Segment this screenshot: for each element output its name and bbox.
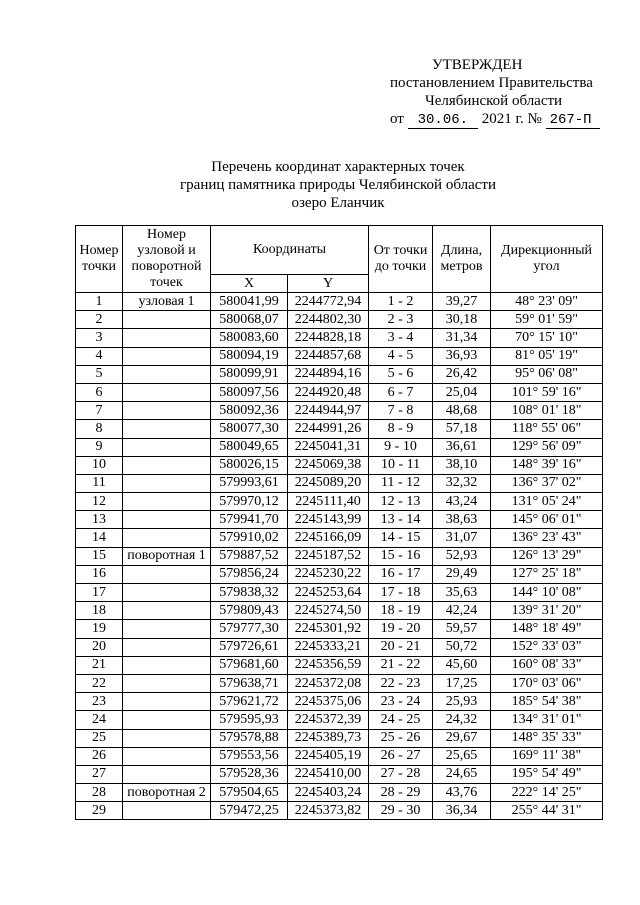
- coord-y-cell: 2245333,21: [288, 638, 369, 656]
- header-bearing: [491, 226, 603, 293]
- coord-x-cell: 579578,88: [211, 729, 288, 747]
- coord-x-cell: 580026,15: [211, 456, 288, 474]
- table-row: [76, 656, 603, 674]
- length-cell: 25,04: [433, 383, 491, 401]
- point-number-cell: 2: [76, 311, 123, 329]
- node-type-cell: [123, 329, 211, 347]
- coord-x-cell: 580097,56: [211, 383, 288, 401]
- coord-x-cell: 579910,02: [211, 529, 288, 547]
- header-line: узловой и: [137, 243, 196, 258]
- segment-cell: 8 - 9: [369, 420, 433, 438]
- length-cell: 59,57: [433, 620, 491, 638]
- length-cell: 35,63: [433, 584, 491, 602]
- coord-x-cell: 580083,60: [211, 329, 288, 347]
- coord-x-cell: 580094,19: [211, 347, 288, 365]
- length-cell: 24,32: [433, 711, 491, 729]
- table-row: [76, 747, 603, 765]
- document-title-line-1: Перечень координат характерных точек: [211, 159, 465, 175]
- segment-cell: 20 - 21: [369, 638, 433, 656]
- table-row: [76, 493, 603, 511]
- header-y: Y: [288, 275, 369, 293]
- length-cell: 31,34: [433, 329, 491, 347]
- coord-y-cell: 2245187,52: [288, 547, 369, 565]
- resolution-number: 267-П: [546, 113, 600, 129]
- point-number-cell: 28: [76, 784, 123, 802]
- segment-cell: 26 - 27: [369, 747, 433, 765]
- coord-y-cell: 2244991,26: [288, 420, 369, 438]
- bearing-cell: 118° 55' 06": [491, 420, 603, 438]
- bearing-cell: 48° 23' 09": [491, 293, 603, 311]
- segment-cell: 13 - 14: [369, 511, 433, 529]
- coord-x-cell: 579472,25: [211, 802, 288, 820]
- coord-x-cell: 580068,07: [211, 311, 288, 329]
- coord-y-cell: 2245301,92: [288, 620, 369, 638]
- point-number-cell: 14: [76, 529, 123, 547]
- table-row: [76, 438, 603, 456]
- segment-cell: 21 - 22: [369, 656, 433, 674]
- table-row: [76, 693, 603, 711]
- table-row: [76, 293, 603, 311]
- segment-cell: 17 - 18: [369, 584, 433, 602]
- coord-x-cell: 579941,70: [211, 511, 288, 529]
- coord-x-cell: 579528,36: [211, 765, 288, 783]
- segment-cell: 16 - 17: [369, 565, 433, 583]
- node-type-cell: [123, 711, 211, 729]
- table-row: [76, 365, 603, 383]
- point-number-cell: 12: [76, 493, 123, 511]
- bearing-cell: 126° 13' 29": [491, 547, 603, 565]
- table-row: [76, 638, 603, 656]
- approval-date-line: [390, 110, 600, 129]
- bearing-cell: 59° 01' 59": [491, 311, 603, 329]
- bearing-cell: 148° 18' 49": [491, 620, 603, 638]
- node-type-cell: [123, 438, 211, 456]
- header-line: От точки: [373, 243, 428, 258]
- node-type-cell: [123, 693, 211, 711]
- point-number-cell: 25: [76, 729, 123, 747]
- length-cell: 57,18: [433, 420, 491, 438]
- point-number-cell: 13: [76, 511, 123, 529]
- segment-cell: 27 - 28: [369, 765, 433, 783]
- bearing-cell: 131° 05' 24": [491, 493, 603, 511]
- node-type-cell: [123, 565, 211, 583]
- coord-x-cell: 580092,36: [211, 402, 288, 420]
- length-cell: 50,72: [433, 638, 491, 656]
- bearing-cell: 101° 59' 16": [491, 383, 603, 401]
- node-type-cell: [123, 729, 211, 747]
- point-number-cell: 20: [76, 638, 123, 656]
- coord-y-cell: 2245166,09: [288, 529, 369, 547]
- node-type-cell: поворотная 2: [123, 784, 211, 802]
- segment-cell: 18 - 19: [369, 602, 433, 620]
- node-type-cell: [123, 620, 211, 638]
- coord-x-cell: 579621,72: [211, 693, 288, 711]
- bearing-cell: 160° 08' 33": [491, 656, 603, 674]
- point-number-cell: 1: [76, 293, 123, 311]
- coord-y-cell: 2245372,08: [288, 674, 369, 692]
- point-number-cell: 11: [76, 474, 123, 492]
- table-row: [76, 511, 603, 529]
- point-number-cell: 10: [76, 456, 123, 474]
- segment-cell: 14 - 15: [369, 529, 433, 547]
- bearing-cell: 134° 31' 01": [491, 711, 603, 729]
- segment-cell: 4 - 5: [369, 347, 433, 365]
- length-cell: 39,27: [433, 293, 491, 311]
- header-line: угол: [533, 259, 560, 274]
- node-type-cell: [123, 674, 211, 692]
- header-line: точек: [150, 275, 183, 290]
- node-type-cell: [123, 420, 211, 438]
- table-row: [76, 565, 603, 583]
- coord-y-cell: 2245405,19: [288, 747, 369, 765]
- length-cell: 29,67: [433, 729, 491, 747]
- coord-x-cell: 579970,12: [211, 493, 288, 511]
- length-cell: 43,24: [433, 493, 491, 511]
- node-type-cell: [123, 584, 211, 602]
- node-type-cell: [123, 493, 211, 511]
- coord-x-cell: 579777,30: [211, 620, 288, 638]
- node-type-cell: [123, 511, 211, 529]
- point-number-cell: 21: [76, 656, 123, 674]
- node-type-cell: поворотная 1: [123, 547, 211, 565]
- header-line: Дирекционный: [501, 243, 592, 258]
- bearing-cell: 148° 35' 33": [491, 729, 603, 747]
- coord-x-cell: 580041,99: [211, 293, 288, 311]
- point-number-cell: 29: [76, 802, 123, 820]
- coord-y-cell: 2244894,16: [288, 365, 369, 383]
- coord-y-cell: 2245372,39: [288, 711, 369, 729]
- node-type-cell: [123, 765, 211, 783]
- approval-line-region: Челябинской области: [425, 93, 563, 109]
- node-type-cell: [123, 747, 211, 765]
- point-number-cell: 16: [76, 565, 123, 583]
- node-type-cell: узловая 1: [123, 293, 211, 311]
- point-number-cell: 17: [76, 584, 123, 602]
- node-type-cell: [123, 602, 211, 620]
- table-row: [76, 729, 603, 747]
- segment-cell: 28 - 29: [369, 784, 433, 802]
- header-node-number: [123, 226, 211, 293]
- table-row: [76, 584, 603, 602]
- length-cell: 36,34: [433, 802, 491, 820]
- table-row: [76, 347, 603, 365]
- coord-x-cell: 579838,32: [211, 584, 288, 602]
- coord-x-cell: 579504,65: [211, 784, 288, 802]
- header-point-number: [76, 226, 123, 293]
- length-cell: 17,25: [433, 674, 491, 692]
- coord-x-cell: 579887,52: [211, 547, 288, 565]
- bearing-cell: 148° 39' 16": [491, 456, 603, 474]
- header-line: Номер: [79, 243, 119, 258]
- approval-date: 30.06.: [408, 113, 478, 129]
- bearing-cell: 108° 01' 18": [491, 402, 603, 420]
- point-number-cell: 19: [76, 620, 123, 638]
- table-row: [76, 383, 603, 401]
- bearing-cell: 255° 44' 31": [491, 802, 603, 820]
- point-number-cell: 27: [76, 765, 123, 783]
- length-cell: 24,65: [433, 765, 491, 783]
- length-cell: 38,10: [433, 456, 491, 474]
- table-row: [76, 329, 603, 347]
- coord-y-cell: 2245230,22: [288, 565, 369, 583]
- bearing-cell: 81° 05' 19": [491, 347, 603, 365]
- node-type-cell: [123, 311, 211, 329]
- point-number-cell: 6: [76, 383, 123, 401]
- coord-x-cell: 579553,56: [211, 747, 288, 765]
- coord-x-cell: 579993,61: [211, 474, 288, 492]
- header-x: X: [211, 275, 288, 293]
- bearing-cell: 195° 54' 49": [491, 765, 603, 783]
- coord-y-cell: 2245089,20: [288, 474, 369, 492]
- table-body: [76, 293, 603, 820]
- table-row: [76, 456, 603, 474]
- coord-y-cell: 2244828,18: [288, 329, 369, 347]
- node-type-cell: [123, 347, 211, 365]
- segment-cell: 6 - 7: [369, 383, 433, 401]
- coord-y-cell: 2245356,59: [288, 656, 369, 674]
- table-row: [76, 802, 603, 820]
- header-length: [433, 226, 491, 293]
- point-number-cell: 26: [76, 747, 123, 765]
- bearing-cell: 139° 31' 20": [491, 602, 603, 620]
- header-line: до точки: [374, 259, 427, 274]
- point-number-cell: 8: [76, 420, 123, 438]
- length-cell: 38,63: [433, 511, 491, 529]
- point-number-cell: 7: [76, 402, 123, 420]
- header-line: Номер: [147, 227, 186, 242]
- length-cell: 25,65: [433, 747, 491, 765]
- table-row: [76, 529, 603, 547]
- segment-cell: 24 - 25: [369, 711, 433, 729]
- segment-cell: 19 - 20: [369, 620, 433, 638]
- bearing-cell: 70° 15' 10": [491, 329, 603, 347]
- bearing-cell: 136° 37' 02": [491, 474, 603, 492]
- coord-y-cell: 2244772,94: [288, 293, 369, 311]
- coord-x-cell: 579809,43: [211, 602, 288, 620]
- node-type-cell: [123, 456, 211, 474]
- node-type-cell: [123, 474, 211, 492]
- coord-y-cell: 2245410,00: [288, 765, 369, 783]
- coord-y-cell: 2244802,30: [288, 311, 369, 329]
- document-title-line-3: озеро Еланчик: [291, 195, 385, 211]
- length-cell: 29,49: [433, 565, 491, 583]
- point-number-cell: 23: [76, 693, 123, 711]
- coord-y-cell: 2244920,48: [288, 383, 369, 401]
- table-row: [76, 784, 603, 802]
- table-header-row: [76, 226, 603, 275]
- node-type-cell: [123, 383, 211, 401]
- header-coordinates: Координаты: [211, 226, 369, 275]
- node-type-cell: [123, 529, 211, 547]
- segment-cell: 3 - 4: [369, 329, 433, 347]
- coord-y-cell: 2245111,40: [288, 493, 369, 511]
- table-row: [76, 765, 603, 783]
- bearing-cell: 95° 06' 08": [491, 365, 603, 383]
- coord-y-cell: 2244944,97: [288, 402, 369, 420]
- bearing-cell: 152° 33' 03": [491, 638, 603, 656]
- header-line: метров: [440, 259, 483, 274]
- segment-cell: 1 - 2: [369, 293, 433, 311]
- segment-cell: 22 - 23: [369, 674, 433, 692]
- coord-x-cell: 579856,24: [211, 565, 288, 583]
- bearing-cell: 170° 03' 06": [491, 674, 603, 692]
- table-row: [76, 620, 603, 638]
- segment-cell: 11 - 12: [369, 474, 433, 492]
- point-number-cell: 9: [76, 438, 123, 456]
- table-row: [76, 402, 603, 420]
- coord-x-cell: 579681,60: [211, 656, 288, 674]
- length-cell: 52,93: [433, 547, 491, 565]
- bearing-cell: 185° 54' 38": [491, 693, 603, 711]
- bearing-cell: 127° 25' 18": [491, 565, 603, 583]
- approval-title: УТВЕРЖДЕН: [432, 57, 523, 73]
- node-type-cell: [123, 638, 211, 656]
- length-cell: 25,93: [433, 693, 491, 711]
- table-row: [76, 674, 603, 692]
- coord-y-cell: 2245274,50: [288, 602, 369, 620]
- header-line: поворотной: [131, 259, 202, 274]
- coord-y-cell: 2245041,31: [288, 438, 369, 456]
- document-title-line-2: границ памятника природы Челябинской области: [180, 177, 496, 193]
- coordinates-table: [75, 225, 603, 820]
- segment-cell: 9 - 10: [369, 438, 433, 456]
- segment-cell: 29 - 30: [369, 802, 433, 820]
- segment-cell: 12 - 13: [369, 493, 433, 511]
- segment-cell: 10 - 11: [369, 456, 433, 474]
- table-row: [76, 474, 603, 492]
- header-from-to: [369, 226, 433, 293]
- length-cell: 43,76: [433, 784, 491, 802]
- point-number-cell: 24: [76, 711, 123, 729]
- coord-x-cell: 579638,71: [211, 674, 288, 692]
- length-cell: 42,24: [433, 602, 491, 620]
- point-number-cell: 5: [76, 365, 123, 383]
- bearing-cell: 145° 06' 01": [491, 511, 603, 529]
- segment-cell: 5 - 6: [369, 365, 433, 383]
- segment-cell: 15 - 16: [369, 547, 433, 565]
- table-row: [76, 602, 603, 620]
- length-cell: 26,42: [433, 365, 491, 383]
- coord-y-cell: 2244857,68: [288, 347, 369, 365]
- point-number-cell: 18: [76, 602, 123, 620]
- bearing-cell: 144° 10' 08": [491, 584, 603, 602]
- bearing-cell: 169° 11' 38": [491, 747, 603, 765]
- length-cell: 31,07: [433, 529, 491, 547]
- coord-y-cell: 2245143,99: [288, 511, 369, 529]
- coord-y-cell: 2245373,82: [288, 802, 369, 820]
- year-label: 2021 г. №: [481, 111, 542, 127]
- bearing-cell: 136° 23' 43": [491, 529, 603, 547]
- point-number-cell: 15: [76, 547, 123, 565]
- coord-x-cell: 580049,65: [211, 438, 288, 456]
- header-line: точки: [82, 259, 116, 274]
- header-line: Длина,: [440, 243, 483, 258]
- node-type-cell: [123, 402, 211, 420]
- length-cell: 30,18: [433, 311, 491, 329]
- node-type-cell: [123, 802, 211, 820]
- coord-x-cell: 579595,93: [211, 711, 288, 729]
- length-cell: 36,61: [433, 438, 491, 456]
- coord-y-cell: 2245375,06: [288, 693, 369, 711]
- point-number-cell: 22: [76, 674, 123, 692]
- segment-cell: 7 - 8: [369, 402, 433, 420]
- length-cell: 45,60: [433, 656, 491, 674]
- coord-x-cell: 580077,30: [211, 420, 288, 438]
- coord-x-cell: 579726,61: [211, 638, 288, 656]
- point-number-cell: 3: [76, 329, 123, 347]
- bearing-cell: 129° 56' 09": [491, 438, 603, 456]
- table-row: [76, 420, 603, 438]
- segment-cell: 23 - 24: [369, 693, 433, 711]
- segment-cell: 25 - 26: [369, 729, 433, 747]
- point-number-cell: 4: [76, 347, 123, 365]
- table-row: [76, 547, 603, 565]
- length-cell: 48,68: [433, 402, 491, 420]
- coord-y-cell: 2245253,64: [288, 584, 369, 602]
- coord-y-cell: 2245389,73: [288, 729, 369, 747]
- table-row: [76, 311, 603, 329]
- approval-line-government: постановлением Правительства: [390, 75, 593, 91]
- node-type-cell: [123, 656, 211, 674]
- table-row: [76, 711, 603, 729]
- coord-y-cell: 2245069,38: [288, 456, 369, 474]
- coord-y-cell: 2245403,24: [288, 784, 369, 802]
- bearing-cell: 222° 14' 25": [491, 784, 603, 802]
- length-cell: 32,32: [433, 474, 491, 492]
- node-type-cell: [123, 365, 211, 383]
- length-cell: 36,93: [433, 347, 491, 365]
- coord-x-cell: 580099,91: [211, 365, 288, 383]
- date-prefix: от: [390, 111, 404, 127]
- segment-cell: 2 - 3: [369, 311, 433, 329]
